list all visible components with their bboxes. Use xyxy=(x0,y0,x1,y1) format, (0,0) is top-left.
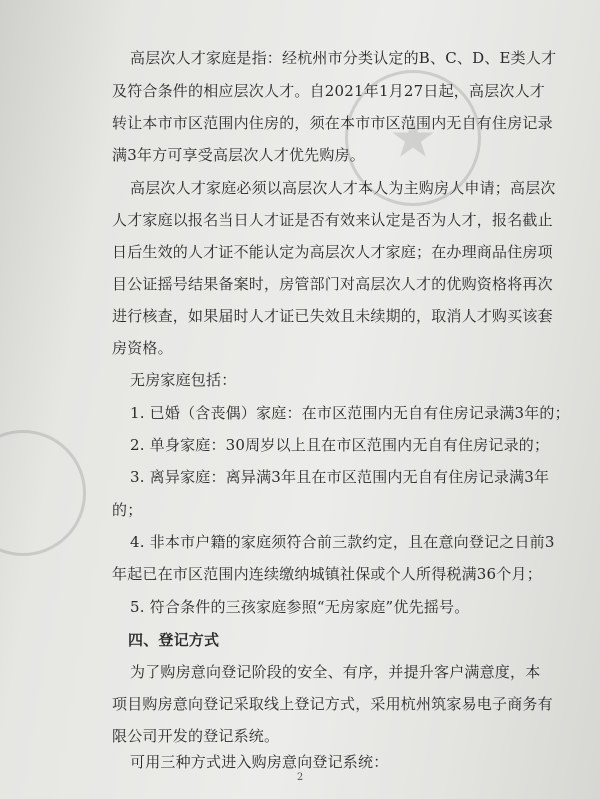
text-line: 高层次人才家庭必须以高层次人才本人为主购房人申请；高层次 xyxy=(130,179,556,197)
list-item: 2. 单身家庭：30周岁以上且在市区范围内无自有住房记录的； xyxy=(130,436,550,454)
page-number: 2 xyxy=(296,772,304,783)
partial-seal-stamp xyxy=(0,430,86,556)
text-line: 进行核查，如果届时人才证已失效且未续期的，取消人才购买该套 xyxy=(112,307,553,325)
text-line: 房资格。 xyxy=(112,339,173,357)
list-item: 1. 已婚（含丧偶）家庭：在市区范围内无自有住房记录满3年的； xyxy=(130,404,570,422)
text-line: 的； xyxy=(112,501,143,519)
text-line: 及符合条件的相应层次人才。自2021年1月27日起，高层次人才 xyxy=(112,82,546,100)
text-line: 年起已在市区范围内连续缴纳城镇社保或个人所得税满36个月； xyxy=(112,565,542,583)
text-line: 无房家庭包括： xyxy=(130,371,237,389)
text-line: 可用三种方式进入购房意向登记系统： xyxy=(130,753,389,771)
section-heading: 四、登记方式 xyxy=(128,631,220,649)
seal-star-icon: ★ xyxy=(388,106,438,170)
text-line: 项目购房意向登记采取线上登记方式，采用杭州筑家易电子商务有 xyxy=(112,695,553,713)
text-line: 高层次人才家庭是指：经杭州市分类认定的B、C、D、E类人才 xyxy=(130,49,557,67)
text-line: 为了购房意向登记阶段的安全、有序，并提升客户满意度，本 xyxy=(130,663,541,681)
text-line: 人才家庭以报名当日人才证是否有效来认定是否为人才，报名截止 xyxy=(112,211,553,229)
text-line: 目公证摇号结果备案时，房管部门对高层次人才的优购资格将再次 xyxy=(112,275,553,293)
list-item: 4. 非本市户籍的家庭须符合前三款约定，且在意向登记之日前3 xyxy=(130,533,555,551)
text-line: 限公司开发的登记系统。 xyxy=(112,727,280,745)
list-item: 3. 离异家庭：离异满3年且在市区范围内无自有住房记录满3年 xyxy=(130,468,550,486)
text-line: 转让本市市区范围内住房的，须在本市市区范围内无自有住房记录 xyxy=(112,114,553,132)
text-line: 日后生效的人才证不能认定为高层次人才家庭；在办理商品住房项 xyxy=(112,243,553,261)
list-item: 5. 符合条件的三孩家庭参照“无房家庭”优先摇号。 xyxy=(130,598,470,616)
text-line: 满3年方可享受高层次人才优先购房。 xyxy=(112,146,365,164)
